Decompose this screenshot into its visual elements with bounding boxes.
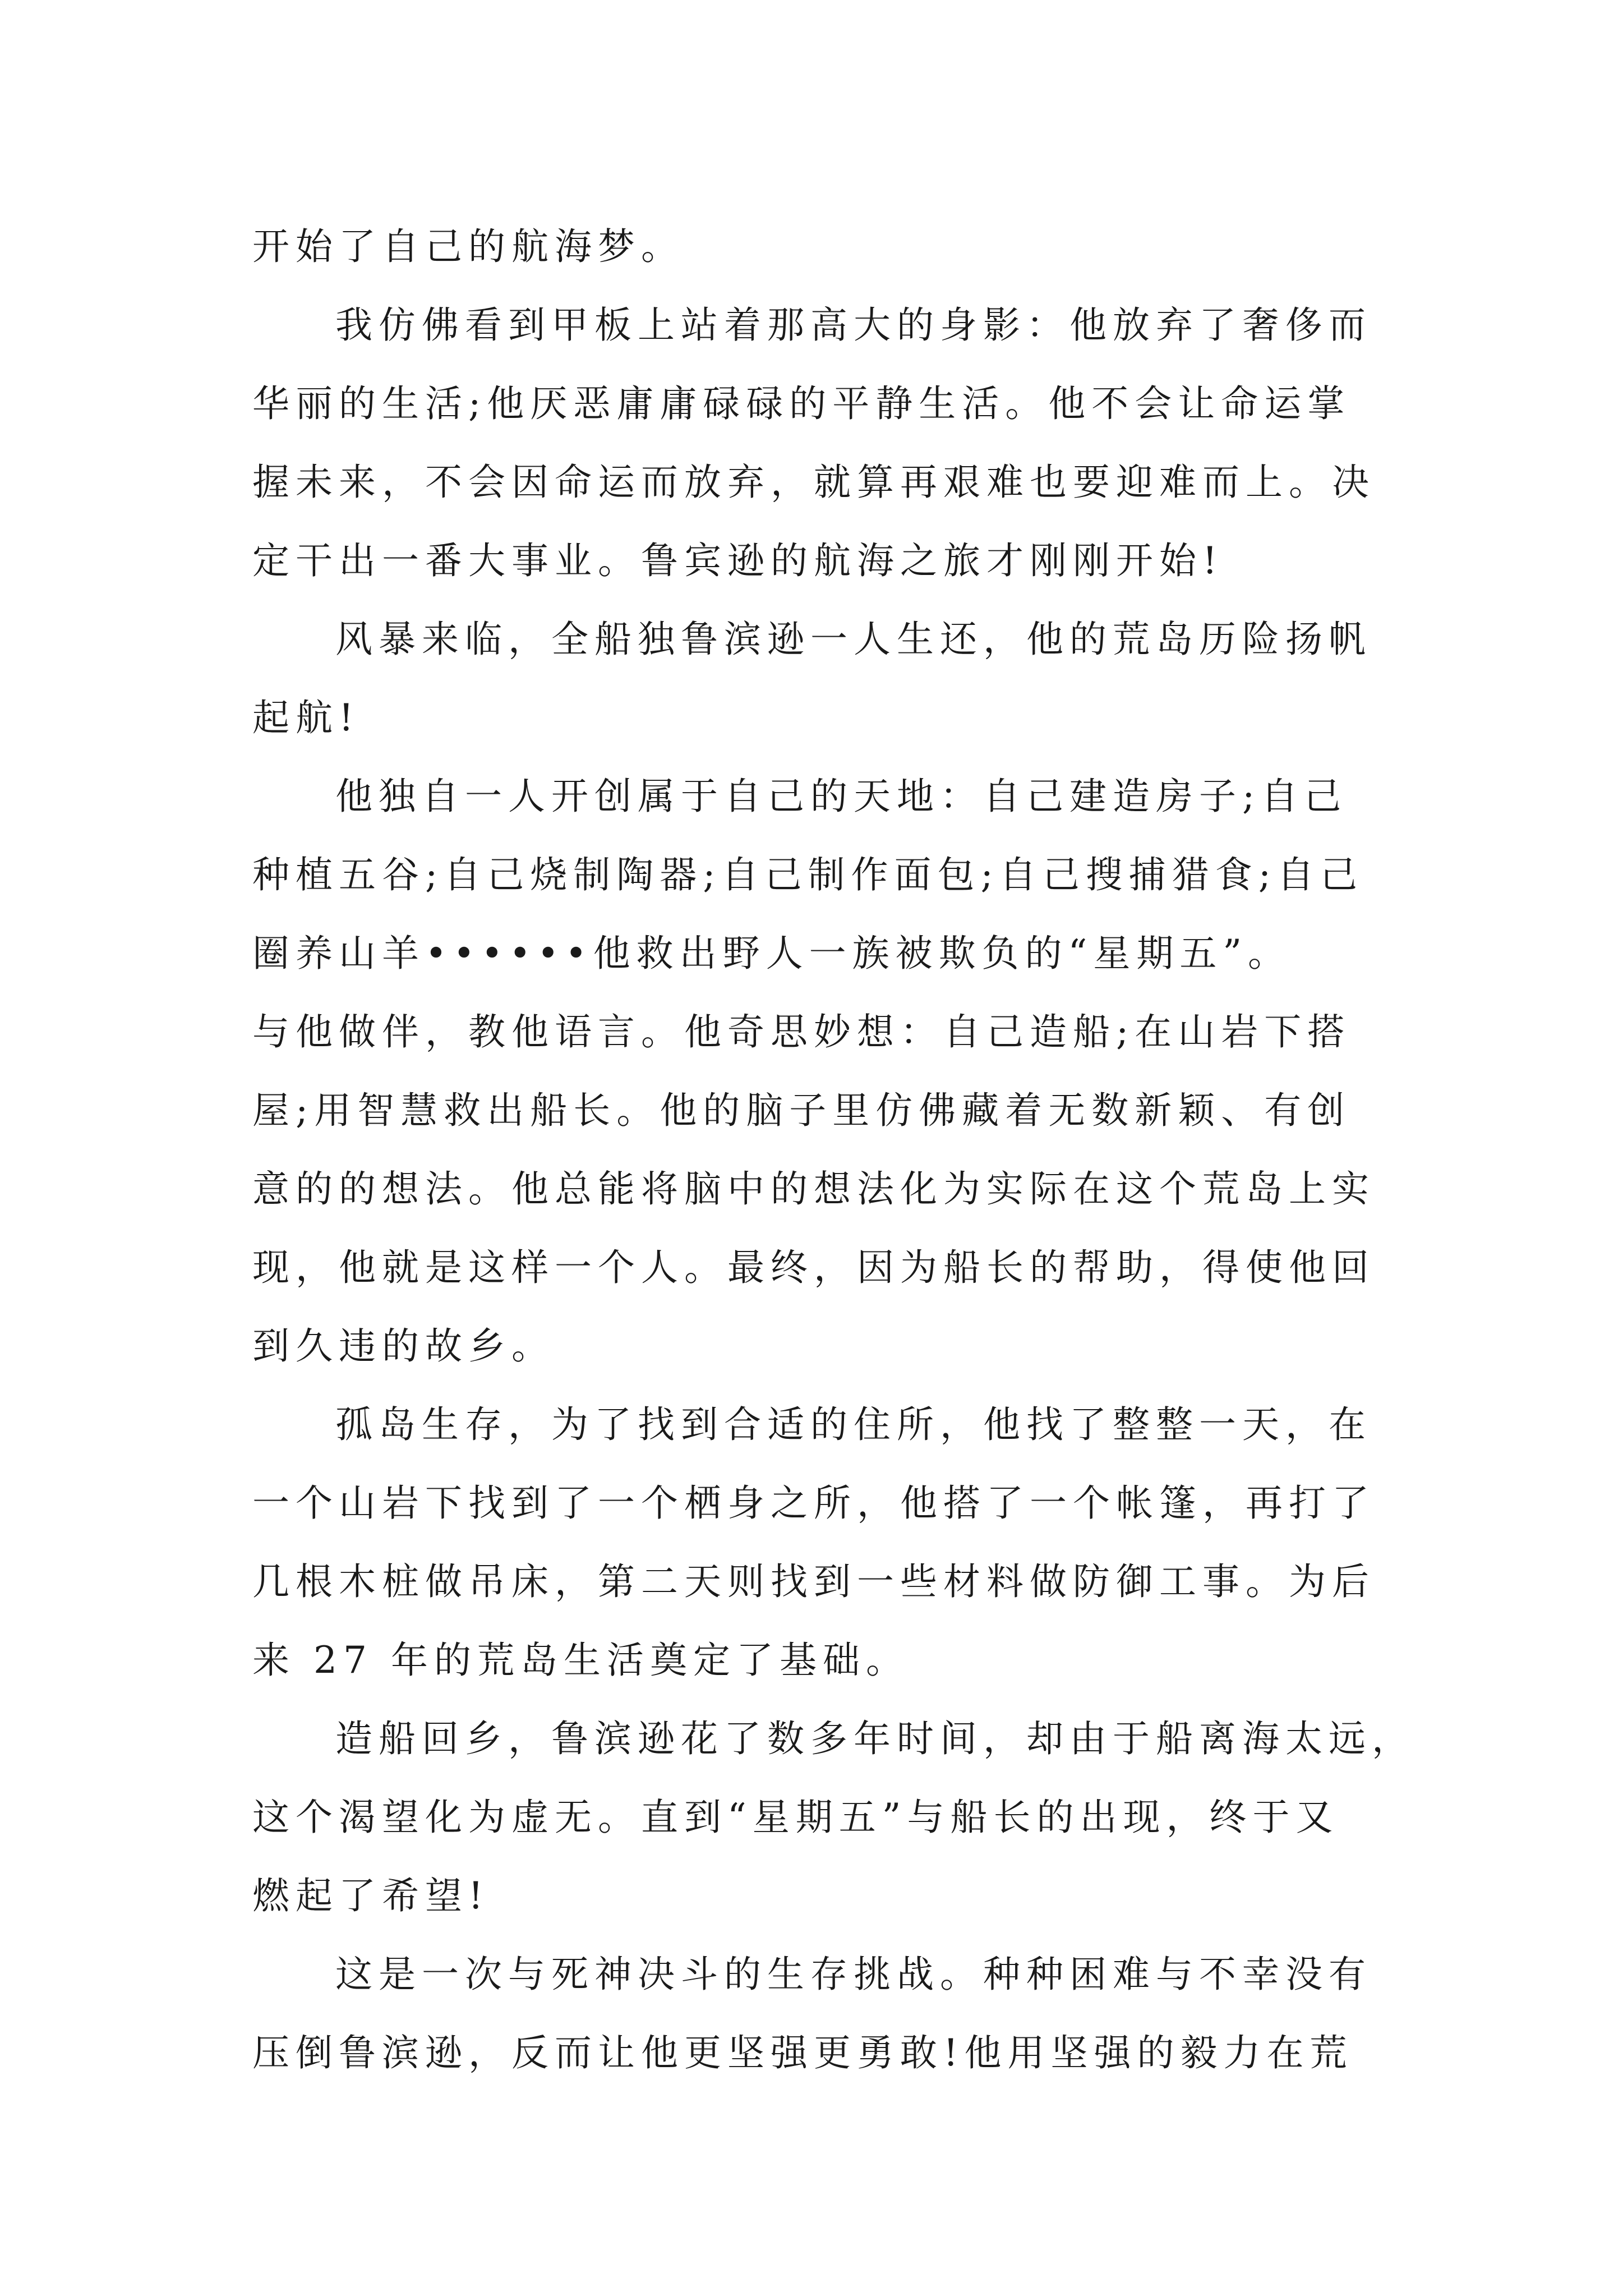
text-line: 燃起了希望! — [252, 1874, 490, 1917]
text-line: 一个山岩下找到了一个栖身之所，他搭了一个帐篷，再打了 — [252, 1481, 1375, 1525]
text-line: 压倒鲁滨逊，反而让他更坚强更勇敢!他用坚强的毅力在荒 — [252, 2031, 1353, 2074]
text-line: 定干出一番大事业。鲁宾逊的航海之旅才刚刚开始! — [252, 539, 1224, 582]
text-line: 华丽的生活;他厌恶庸庸碌碌的平静生活。他不会让命运掌 — [252, 382, 1351, 425]
text-line: 屋;用智慧救出船长。他的脑子里仿佛藏着无数新颖、有创 — [252, 1089, 1351, 1132]
paragraph-first-line: 风暴来临，全船独鲁滨逊一人生还，他的荒岛历险扬帆 — [335, 618, 1372, 661]
text-line: 圈养山羊••••••他救出野人一族被欺负的“星期五”。 — [252, 932, 1292, 975]
text-line: 意的的想法。他总能将脑中的想法化为实际在这个荒岛上实 — [252, 1167, 1375, 1211]
paragraph-first-line: 造船回乡，鲁滨逊花了数多年时间，却由于船离海太远， — [335, 1717, 1415, 1760]
text-line: 起航! — [252, 696, 360, 739]
text-line: 来 27 年的荒岛生活奠定了基础。 — [252, 1639, 909, 1682]
paragraph-first-line: 我仿佛看到甲板上站着那高大的身影：他放弃了奢侈而 — [335, 303, 1372, 347]
text-line: 开始了自己的航海梦。 — [252, 225, 684, 268]
text-line: 几根木桩做吊床，第二天则找到一些材料做防御工事。为后 — [252, 1560, 1375, 1603]
text-line: 种植五谷;自己烧制陶器;自己制作面包;自己搜捕猎食;自己 — [252, 853, 1363, 896]
paragraph-first-line: 他独自一人开创属于自己的天地：自己建造房子;自己 — [335, 775, 1348, 818]
text-line: 到久违的故乡。 — [252, 1324, 555, 1368]
text-line: 握未来，不会因命运而放弃，就算再艰难也要迎难而上。决 — [252, 461, 1375, 504]
text-line: 与他做伴，教他语言。他奇思妙想：自己造船;在山岩下搭 — [252, 1010, 1351, 1053]
paragraph-first-line: 这是一次与死神决斗的生存挑战。种种困难与不幸没有 — [335, 1953, 1372, 1996]
text-line: 现，他就是这样一个人。最终，因为船长的帮助，得使他回 — [252, 1246, 1375, 1289]
text-line: 这个渴望化为虚无。直到“星期五”与船长的出现，终于又 — [252, 1796, 1339, 1839]
paragraph-first-line: 孤岛生存，为了找到合适的住所，他找了整整一天，在 — [335, 1403, 1372, 1446]
